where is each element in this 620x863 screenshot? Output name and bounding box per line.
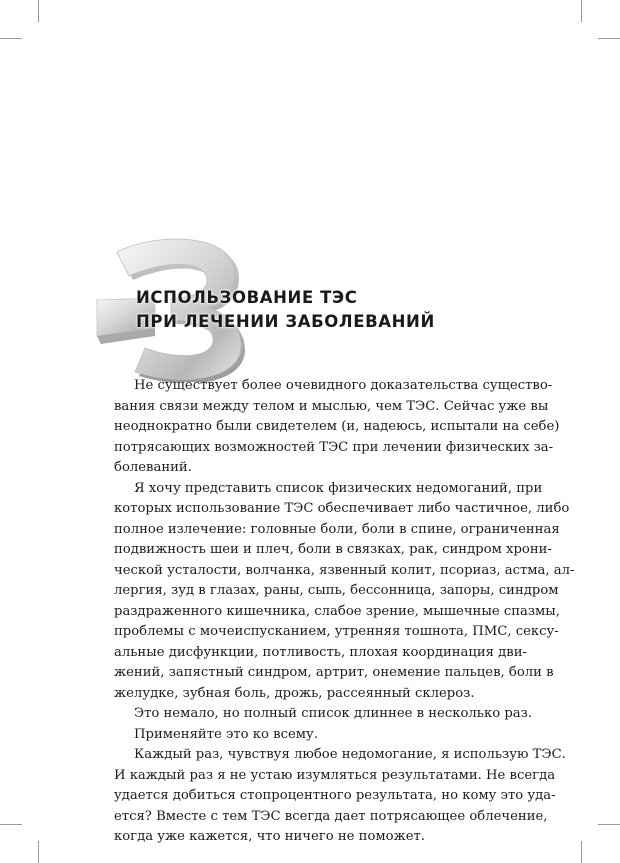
text-line: жений, запястный синдром, артрит, онемение пальцев, боли в	[114, 665, 554, 680]
chapter-body	[114, 376, 575, 848]
crop-mark-left-bottom	[0, 824, 22, 825]
text-line: ется? Вместе с тем ТЭС всегда дает потрясающее облечение,	[114, 808, 548, 824]
crop-mark-top-left	[38, 0, 39, 22]
chapter-heading	[136, 286, 435, 334]
crop-mark-top-right	[581, 0, 582, 22]
text-line: раздраженного кишечника, слабое зрение, мышечные спазмы,	[114, 603, 560, 619]
text-line: лергия, зуд в глазах, раны, сыпь, бессонница, запоры, синдром	[114, 583, 559, 598]
crop-mark-bottom-left	[38, 841, 39, 863]
text-line: желудке, зубная боль, дрожь, рассеянный склероз.	[114, 685, 475, 701]
text-line: потрясающих возможностей ТЭС при лечении физических за-	[114, 439, 554, 455]
text-line: Каждый раз, чувствуя любое недомогание, я использую ТЭС.	[134, 747, 566, 762]
text-line: И каждый раз я не устаю изумляться результатами. Не всегда	[114, 767, 556, 783]
chapter-heading-line-2: ПРИ ЛЕЧЕНИИ ЗАБОЛЕВАНИЙ	[136, 312, 435, 331]
text-line: Я хочу представить список физических недомоганий, при	[134, 480, 543, 496]
chapter-heading-line-1: ИСПОЛЬЗОВАНИЕ ТЭС	[136, 288, 358, 307]
text-line: когда уже кажется, что ничего не поможет.	[114, 829, 426, 844]
crop-mark-right-bottom	[598, 824, 620, 825]
text-line: неоднократно были свидетелем (и, надеюсь, испытали на себе)	[114, 419, 560, 434]
text-line: ческой усталости, волчанка, язвенный колит, псориаз, астма, ал-	[114, 562, 575, 578]
text-line: вания связи между телом и мыслью, чем ТЭС. Сейчас уже вы	[114, 398, 549, 414]
text-line: проблемы с мочеиспусканием, утренняя тошнота, ПМС, сексу-	[114, 624, 559, 639]
crop-mark-right-top	[598, 38, 620, 39]
text-line: Не существует более очевидного доказательства существо-	[134, 378, 553, 393]
text-line: Применяйте это ко всему.	[134, 726, 318, 742]
text-line: Это немало, но полный список длиннее в несколько раз.	[134, 706, 533, 721]
text-line: которых использование ТЭС обеспечивает либо частичное, либо	[114, 501, 570, 516]
text-line: удается добиться стопроцентного результата, но кому это уда-	[114, 788, 556, 803]
text-line: полное излечение: головные боли, боли в спине, ограниченная	[114, 521, 560, 537]
crop-mark-bottom-right	[581, 841, 582, 863]
text-line: подвижность шеи и плеч, боли в связках, рак, синдром хрони-	[114, 542, 552, 557]
text-line: альные дисфункции, потливость, плохая координация дви-	[114, 644, 527, 660]
text-line: болеваний.	[114, 460, 192, 475]
crop-mark-left-top	[0, 38, 22, 39]
